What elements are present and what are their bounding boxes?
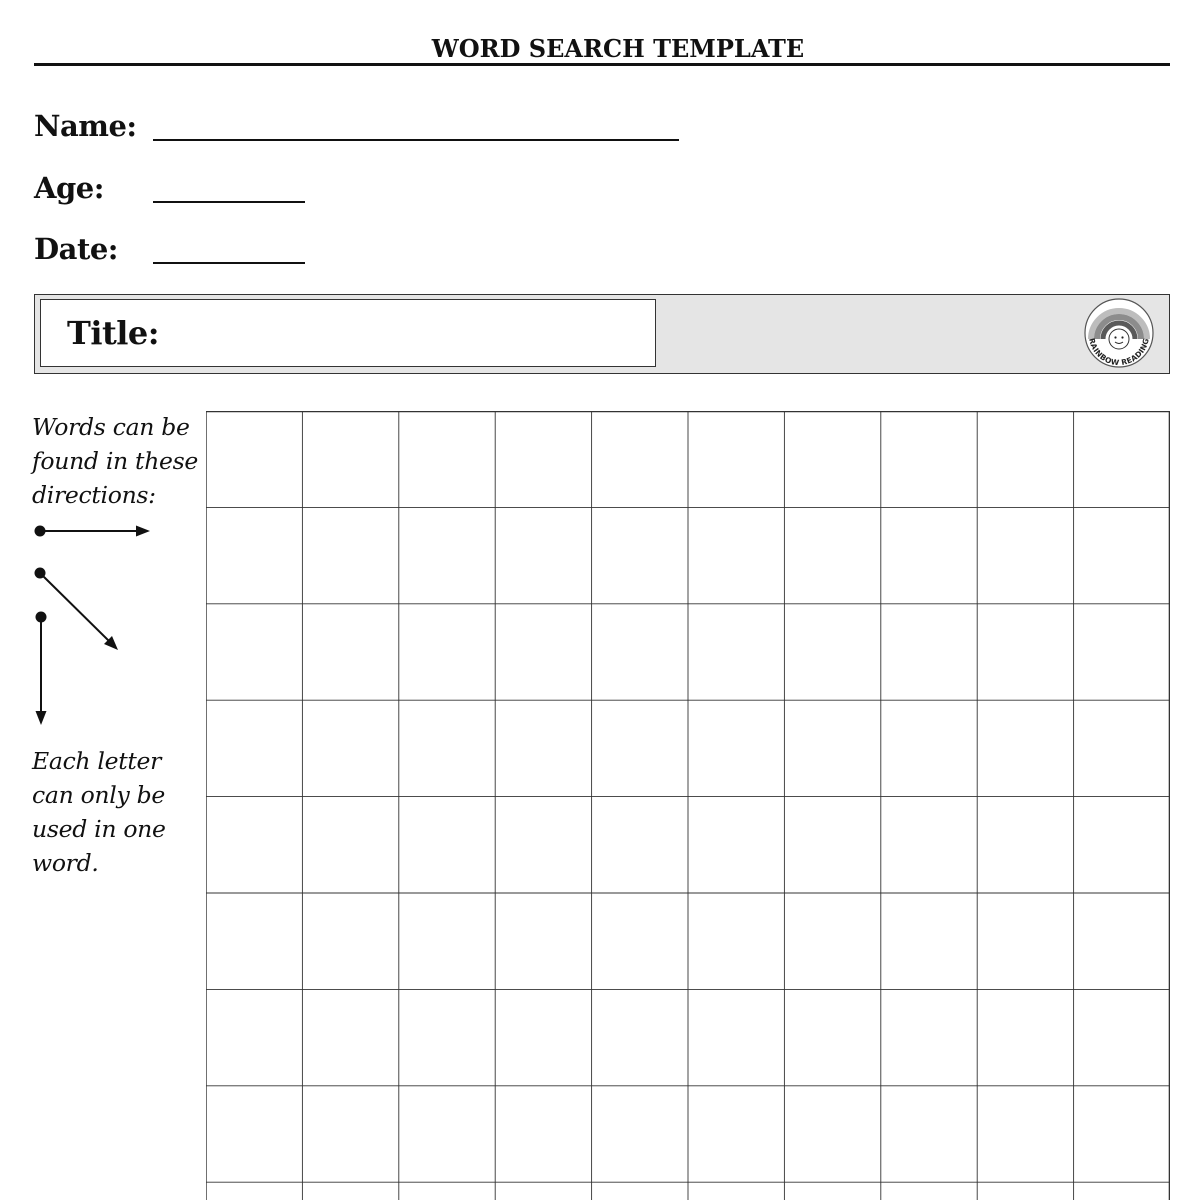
date-label: Date: [34,232,118,266]
grid-cell[interactable] [399,1086,495,1182]
grid-cell[interactable] [592,411,688,507]
grid-cell[interactable] [1074,893,1170,989]
grid-cell[interactable] [977,989,1073,1085]
grid-cell[interactable] [688,893,784,989]
grid-cell[interactable] [592,797,688,893]
rule-line: can only be [32,781,165,809]
grid-cell[interactable] [881,1086,977,1182]
grid-cell[interactable] [977,893,1073,989]
grid-cell[interactable] [688,989,784,1085]
title-band [34,294,1170,374]
grid-cell[interactable] [881,700,977,796]
grid-cell[interactable] [206,700,302,796]
grid-cell[interactable] [784,1086,880,1182]
grid-cell[interactable] [784,1182,880,1200]
grid-cell[interactable] [399,1182,495,1200]
grid-cell[interactable] [592,989,688,1085]
grid-cell[interactable] [495,893,591,989]
title-box[interactable] [40,299,656,367]
grid-cell[interactable] [302,797,398,893]
word-search-grid[interactable] [206,411,1170,1200]
grid-cell[interactable] [399,989,495,1085]
logo-text: RAINBOW READING [1087,337,1151,368]
grid-cell[interactable] [206,989,302,1085]
directions-text [32,410,198,512]
grid-cell[interactable] [1074,797,1170,893]
grid-cell[interactable] [206,797,302,893]
grid-cell[interactable] [784,700,880,796]
grid-cell[interactable] [399,893,495,989]
grid-cell[interactable] [881,989,977,1085]
grid-cell[interactable] [302,700,398,796]
grid-cell[interactable] [784,411,880,507]
directions-line: directions: [32,481,156,509]
title-label: Title: [67,314,160,352]
grid-cell[interactable] [495,989,591,1085]
grid-cell[interactable] [302,1086,398,1182]
age-label: Age: [34,171,104,205]
page-title: WORD SEARCH TEMPLATE [431,34,805,63]
grid-cell[interactable] [977,1182,1073,1200]
grid-cell[interactable] [495,1086,591,1182]
grid-cell[interactable] [881,604,977,700]
grid-cell[interactable] [206,1182,302,1200]
grid-cell[interactable] [688,411,784,507]
grid-cell[interactable] [881,1182,977,1200]
grid-cell[interactable] [688,1182,784,1200]
grid-cell[interactable] [206,411,302,507]
grid-cell[interactable] [688,700,784,796]
grid-cell[interactable] [688,604,784,700]
rainbow-reading-logo [1081,295,1157,373]
arrow-down-icon [36,612,47,726]
grid-cell[interactable] [784,989,880,1085]
grid-cell[interactable] [881,893,977,989]
rule-text [32,744,166,880]
grid-cell[interactable] [881,411,977,507]
grid-cell[interactable] [977,411,1073,507]
grid-cell[interactable] [977,797,1073,893]
grid-cell[interactable] [592,604,688,700]
grid-cell[interactable] [592,507,688,603]
date-line[interactable] [153,262,305,264]
grid-cell[interactable] [592,1086,688,1182]
grid-cell[interactable] [302,1182,398,1200]
grid-cell[interactable] [302,989,398,1085]
grid-cell[interactable] [206,507,302,603]
grid-cell[interactable] [1074,989,1170,1085]
grid-cell[interactable] [688,797,784,893]
grid-cell[interactable] [206,1086,302,1182]
rule-line: Each letter [32,747,162,775]
grid-cell[interactable] [302,507,398,603]
grid-cell[interactable] [784,604,880,700]
grid-cell[interactable] [495,1182,591,1200]
grid-cell[interactable] [784,507,880,603]
grid-cell[interactable] [495,507,591,603]
grid-cell[interactable] [688,1086,784,1182]
grid-cell[interactable] [1074,1086,1170,1182]
grid-cell[interactable] [784,797,880,893]
grid-cell[interactable] [495,797,591,893]
arrow-right-icon [35,526,151,537]
rule-line: used in one [32,815,166,843]
title-rule [34,63,1170,66]
grid-cell[interactable] [399,700,495,796]
grid-cell[interactable] [206,893,302,989]
grid-cell[interactable] [592,893,688,989]
grid-cell[interactable] [399,604,495,700]
grid-cell[interactable] [1074,700,1170,796]
grid-cell[interactable] [399,507,495,603]
grid-cell[interactable] [784,893,880,989]
grid-cell[interactable] [977,507,1073,603]
grid-cell[interactable] [1074,604,1170,700]
directions-line: Words can be [32,413,190,441]
grid-cell[interactable] [495,700,591,796]
grid-cell[interactable] [1074,507,1170,603]
grid-cell[interactable] [302,604,398,700]
grid-cell[interactable] [977,700,1073,796]
arrow-diagonal-down-right-icon [35,568,119,651]
grid-cell[interactable] [495,411,591,507]
grid-cell[interactable] [495,604,591,700]
grid-cell[interactable] [592,700,688,796]
grid-cell[interactable] [881,507,977,603]
grid-cell[interactable] [881,797,977,893]
name-label: Name: [34,109,137,143]
grid-cell[interactable] [302,411,398,507]
grid-cell[interactable] [977,1086,1073,1182]
age-line[interactable] [153,201,305,203]
name-line[interactable] [153,139,679,141]
grid-cell[interactable] [977,604,1073,700]
grid-cell[interactable] [399,411,495,507]
rule-line: word. [32,849,99,877]
grid-cell[interactable] [1074,1182,1170,1200]
grid-cell[interactable] [688,507,784,603]
grid-cell[interactable] [399,797,495,893]
grid-cell[interactable] [302,893,398,989]
direction-arrows [28,515,158,730]
grid-cell[interactable] [206,604,302,700]
grid-cell[interactable] [592,1182,688,1200]
directions-line: found in these [32,447,199,475]
grid-cell[interactable] [1074,411,1170,507]
